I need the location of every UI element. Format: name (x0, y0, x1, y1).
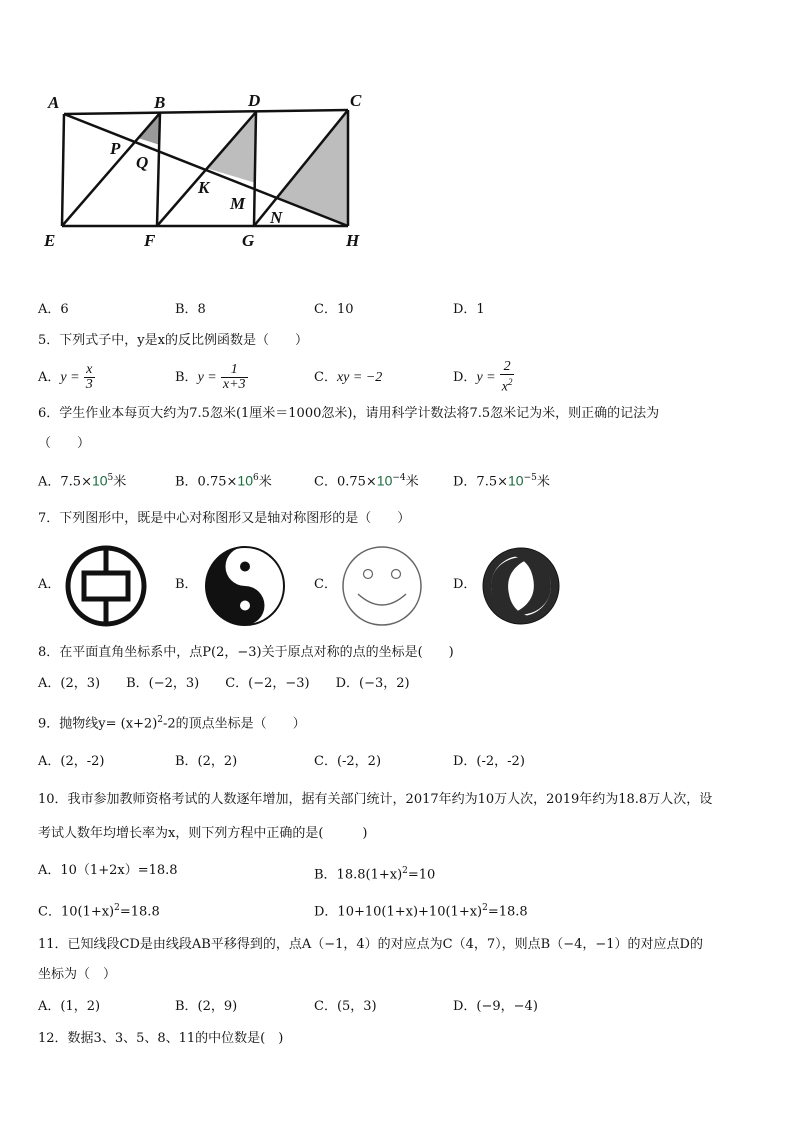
label-D: D (248, 91, 261, 110)
q11-option-c: C．(5，3) (314, 999, 377, 1014)
q10-option-a: A．10（1+2x）=18.8 (38, 863, 178, 878)
q4-option-b: B．8 (175, 302, 206, 317)
q6-b-unit: 米 (258, 474, 272, 490)
q10-c-pre: C．10(1+x) (38, 904, 115, 920)
q6-option-d (453, 470, 550, 490)
q7-option-a-label: A． (38, 577, 61, 592)
yin-yang-icon (203, 544, 287, 628)
q12-stem: 12．数据3、3、5、8、11的中位数是( ) (38, 1031, 284, 1046)
q6-b-label: B．0.75× (175, 474, 238, 490)
q5-c-label: C． (314, 370, 337, 385)
q9-option-d: D．(-2，-2) (453, 754, 525, 769)
q10-d-pre: D．10+10(1+x)+10(1+x) (314, 904, 483, 920)
label-A: A (48, 93, 60, 112)
q5-option-c (314, 360, 382, 396)
q6-a-base: 10 (91, 472, 108, 489)
q4-option-a: A．6 (38, 302, 69, 317)
q6-d-unit: 米 (536, 474, 550, 490)
label-Q: Q (136, 153, 149, 172)
q4-option-c: C．10 (314, 302, 354, 317)
q10-option-d (314, 900, 528, 920)
q6-b-base: 10 (237, 472, 253, 489)
q6-c-exp: −4 (392, 473, 406, 483)
q10-line2: 考试人数年均增长率为x，则下列方程中正确的是( ) (38, 826, 368, 841)
q7-option-c-label: C． (314, 577, 337, 592)
q6-d-label: D．7.5× (453, 474, 508, 490)
q6-d-exp: −5 (523, 473, 537, 483)
q5-b-label: B． (175, 370, 198, 385)
label-M: M (230, 194, 246, 213)
q11-option-b: B．(2，9) (175, 999, 238, 1014)
q9-option-c: C．(-2，2) (314, 754, 382, 769)
q9-stem-pre: 9．抛物线y= (x+2) (38, 716, 158, 732)
q11-line1: 11．已知线段CD是由线段AB平移得到的，点A（−1，4）的对应点为C（4，7），则点B（−4，−1）的对应点D的 (38, 937, 703, 952)
q8-options: A．(2，3) B．(−2，3) C．(−2，−3) D．(−3，2) (38, 676, 410, 691)
q6-a-exp: 5 (107, 473, 114, 483)
q5-b-fraction (221, 363, 248, 392)
q5-d-label: D． (453, 370, 477, 385)
q5-d-den: x (501, 379, 508, 395)
label-G: G (242, 231, 255, 250)
q6-c-unit: 米 (405, 474, 419, 490)
q6-c-label: C．0.75× (314, 474, 377, 490)
label-P: P (110, 139, 121, 158)
shaded-triangle-3 (275, 110, 348, 226)
q4-option-d: D．1 (453, 302, 485, 317)
label-H: H (346, 231, 360, 250)
q7-option-b-label: B． (175, 577, 198, 592)
q10-c-sup: 2 (114, 903, 120, 913)
q5-a-lhs: y = (60, 370, 80, 385)
q6-c-base: 10 (376, 472, 393, 489)
q5-d-fraction (500, 360, 515, 395)
q11-option-d: D．(−9，−4) (453, 999, 538, 1014)
q6-option-b (175, 470, 272, 490)
q6-b-exp: 6 (252, 473, 259, 483)
swirl-logo-icon (479, 544, 563, 628)
q6-a-label: A．7.5× (38, 474, 92, 490)
q5-a-num: x (84, 363, 95, 378)
q10-b-sup: 2 (402, 866, 408, 876)
q5-a-fraction (84, 363, 95, 392)
q5-c-expr: xy = −2 (336, 370, 383, 385)
smiley-face-icon (340, 544, 424, 628)
q5-d-num: 2 (500, 360, 515, 375)
label-E: E (44, 231, 56, 250)
q5-d-exp: 2 (507, 377, 513, 388)
q9-stem-post: -2的顶点坐标是（ ） (163, 716, 306, 732)
q5-a-den: 3 (85, 377, 93, 392)
label-N: N (270, 208, 283, 227)
label-B: B (154, 93, 166, 112)
q10-option-b (314, 863, 435, 883)
q10-line1: 10．我市参加教师资格考试的人数逐年增加，据有关部门统计，2017年约为10万人次，2019年约为18.8万人次，设 (38, 792, 713, 807)
q9-stem (38, 712, 306, 732)
q5-b-lhs: y = (197, 370, 217, 385)
q9-stem-sup: 2 (157, 715, 164, 725)
q5-option-d (453, 360, 514, 396)
q5-a-label: A． (38, 370, 61, 385)
q10-d-post: =18.8 (487, 904, 528, 920)
q8-stem: 8．在平面直角坐标系中，点P(2，−3)关于原点对称的点的坐标是( ) (38, 645, 454, 660)
q11-option-a: A．(1，2) (38, 999, 101, 1014)
geometry-figure (40, 88, 380, 253)
q7-option-d-label: D． (453, 577, 477, 592)
q10-d-sup: 2 (482, 903, 488, 913)
q9-option-b: B．(2，2) (175, 754, 238, 769)
q10-b-pre: B．18.8(1+x) (314, 867, 403, 883)
label-C: C (350, 91, 362, 110)
q5-d-lhs: y = (476, 370, 496, 385)
q7-stem: 7．下列图形中，既是中心对称图形又是轴对称图形的是（ ） (38, 511, 411, 526)
q10-option-c (38, 900, 160, 920)
q6-paren: （ ） (38, 436, 91, 451)
coin-symbol-icon (64, 544, 148, 628)
q6-option-c (314, 470, 419, 490)
q9-option-a: A．(2，-2) (38, 754, 105, 769)
q11-line2: 坐标为（ ） (38, 967, 117, 982)
q5-stem: 5．下列式子中，y是x的反比例函数是（ ） (38, 333, 308, 348)
q6-a-unit: 米 (113, 474, 127, 490)
q5-b-num: 1 (221, 363, 248, 378)
q6-d-base: 10 (508, 472, 524, 489)
q5-option-a (38, 360, 95, 396)
q5-b-den: x+3 (222, 377, 246, 392)
q6-stem: 6．学生作业本每页大约为7.5忽米(1厘米＝1000忽米)，请用科学计数法将7.5忽米记为米，则正确的记法为 (38, 406, 660, 421)
q10-b-post: =10 (407, 867, 436, 883)
label-K: K (198, 178, 210, 197)
q10-c-post: =18.8 (119, 904, 160, 920)
label-F: F (144, 231, 156, 250)
q6-option-a (38, 470, 126, 490)
q5-d-den-wrap (500, 375, 515, 395)
q5-option-b (175, 360, 248, 396)
